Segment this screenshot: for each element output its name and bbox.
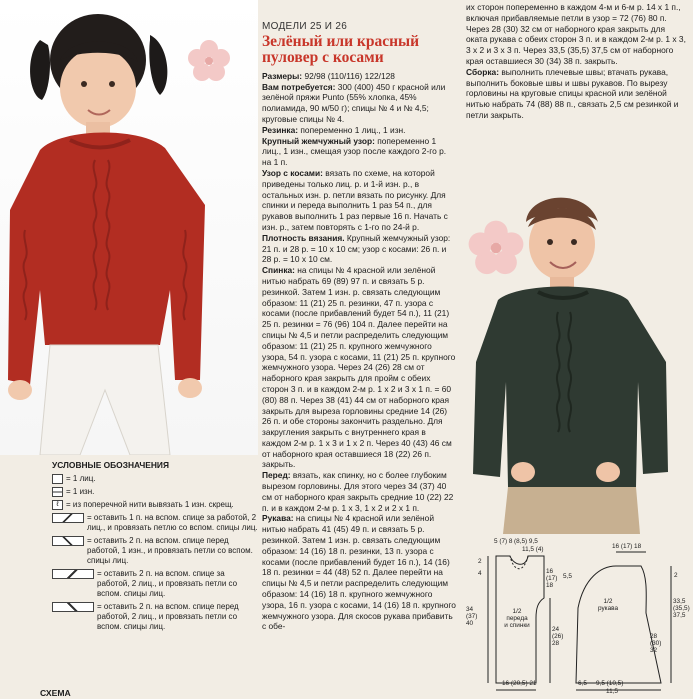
- dim-label: 16 (17) 18: [612, 543, 642, 550]
- cable-symbol-icon: [52, 602, 94, 612]
- right-column: [466, 2, 688, 121]
- cable-symbol-icon: [52, 569, 94, 579]
- legend-item: [52, 487, 258, 497]
- paragraph-text: попеременно 1 лиц., 1 изн., смещая узор после каждого 2-го р. на 1 п.: [262, 135, 447, 168]
- paragraph-heading: Вам потребуется:: [262, 81, 338, 92]
- sleeve-label: 1/2 рукава: [597, 598, 619, 612]
- paragraph-text: 300 (400) 450 г красной или зелёной пряжи Punto (55% хлопка, 45% полиамида, 90 м/50 г); спицы № 4 и № 4,5; круговые спицы № 4.: [262, 81, 446, 124]
- paragraph-text: попеременно 1 лиц., 1 изн.: [300, 124, 406, 135]
- paragraph-text: выполнить плечевые швы; втачать рукава, выполнить боковые швы и швы рукавов. По вырезу горловины на круговые спицы красной или зелёной нитью набрать 74 (88) 88 п., связать 2,5 см резинкой и петли закрыть.: [466, 66, 679, 120]
- dim-label: 2: [478, 558, 482, 565]
- purl-symbol-icon: [52, 487, 63, 497]
- paragraph: [262, 470, 457, 513]
- paragraph: [262, 125, 457, 136]
- paragraph-text: их сторон попеременно в каждом 4-м и 6-м р. 14 х 1 п., включая прибавляемые петли в узор = 72 (76) 80 п. Через 28 (30) 32 см от наборного края закрыть для оката рукава с обеих сторон 3 п. и в каждом 2-м р. 1 х 3, 3 х 2 и 3 х 3 п. Через 33,5 (35,5) 37,5 см от наборного края оставшиеся 30 (34) 38 п. закрыть.: [466, 2, 686, 66]
- page-title: [262, 34, 457, 66]
- paragraph: [262, 82, 457, 125]
- dim-label: 28 (30) 32: [650, 633, 662, 654]
- legend-text: = 1 лиц.: [66, 474, 96, 483]
- paragraph-heading: Плотность вязания.: [262, 232, 347, 243]
- dim-label: 4: [478, 570, 482, 577]
- paragraph-heading: Рукава:: [262, 513, 296, 524]
- paragraph-text: на спицы № 4 красной или зелёной нитью набрать 41 (45) 49 п. и связать 5 р. резинкой. Затем 1 изн. р. связать следующим образом: 14 (16) 18 п. резинки, 13 п. узора с косами (после прибавлений будет 16 п.), 14 (16) 18 п. резинки = 44 (48) 52 п. Далее перейти на спицы № 4,5 и петли распределить следующим образом: 14 (16) 18 п. крупного жемчужного узора, 16 п. узора с косами, 14 (16) 18 п. крупного жемчужного узора. Для скосов рукава прибавить с обе-: [262, 513, 456, 632]
- legend-item: [52, 474, 258, 484]
- schema-label: СХЕМА: [40, 688, 71, 698]
- dim-label: 16 (17) 18: [546, 568, 558, 589]
- paragraph: [262, 513, 457, 632]
- legend-item: [52, 536, 258, 566]
- front-back-label: 1/2 переда и спинки: [504, 608, 530, 629]
- boy-in-green-sweater-image: [468, 182, 693, 534]
- instructions-text-continued: [466, 2, 688, 121]
- paragraph-heading: Сборка:: [466, 66, 502, 77]
- paragraph-heading: Размеры:: [262, 70, 305, 81]
- cable-symbol-icon: [52, 513, 84, 523]
- legend-text: = оставить 2 п. на вспом. спице за работой, 2 лиц., и провязать петли со вспом. спицы лиц.: [97, 569, 238, 598]
- paragraph-heading: Крупный жемчужный узор:: [262, 135, 378, 146]
- schematic-drawing: [466, 538, 691, 698]
- paragraph: [262, 71, 457, 82]
- legend-item: [52, 513, 258, 533]
- paragraph-text: вязать по схеме, на которой приведены только лиц. р. и 1-й изн. р., в остальных изн. р. петли вязать по рисунку. Для спинки и переда выполнить 1 раз 54 п., для рукавов выполнить 1 раз первые 16 п. Начать с изн. р., затем повторять с 1-го по 24-й р.: [262, 167, 448, 232]
- paragraph-heading: Спинка:: [262, 265, 298, 276]
- legend-text: = из поперечной нити вывязать 1 изн. скрещ.: [66, 500, 234, 509]
- dim-label: 9,5 (10,5): [596, 680, 624, 687]
- dim-label: 24 (26) 28: [552, 626, 564, 647]
- legend-item: [52, 569, 258, 599]
- paragraph-heading: Резинка:: [262, 124, 301, 135]
- legend-text: = оставить 2 п. на вспом. спице перед работой, 1 изн., и провязать петли со вспом. спицы лиц.: [87, 536, 253, 565]
- dim-label: 11,5 (4): [522, 546, 544, 553]
- legend-text: = оставить 1 п. на вспом. спице за работой, 2 лиц., и провязать петлю со вспом. спицы лиц.: [87, 513, 258, 532]
- knit-symbol-icon: [52, 474, 63, 484]
- cable-symbol-icon: [52, 536, 84, 546]
- legend-title: УСЛОВНЫЕ ОБОЗНАЧЕНИЯ: [52, 460, 169, 470]
- title-line: Зелёный или красный: [262, 32, 420, 50]
- cross-purl-symbol-icon: ℓ: [52, 500, 63, 510]
- legend: [52, 460, 258, 635]
- paragraph-text: 92/98 (110/116) 122/128: [304, 70, 395, 81]
- left-column: [0, 0, 258, 699]
- dim-label: 2: [674, 572, 678, 579]
- dim-label: 16 (20,5) 21: [502, 680, 537, 687]
- paragraph: [262, 136, 457, 168]
- legend-item: [52, 500, 258, 510]
- paragraph: [466, 67, 688, 121]
- model-number: МОДЕЛИ 25 И 26: [262, 21, 348, 32]
- paragraph: [262, 168, 457, 233]
- dim-label: 33,5 (35,5) 37,5: [673, 598, 690, 619]
- title-line: пуловер с косами: [262, 48, 384, 66]
- legend-text: = 1 изн.: [66, 487, 95, 496]
- pattern-diagram: [466, 538, 691, 698]
- paragraph-heading: Перед:: [262, 470, 293, 481]
- legend-item: [52, 602, 258, 632]
- paragraph-text: на спицы № 4 красной или зелёной нитью набрать 69 (89) 97 п. и связать 5 р. резинкой. Затем 1 изн. р. связать следующим образом: 11 (21) 25 п. резинки, 47 п. узора с косами (после прибавлений будет 54 п.), 11 (21) 25 п. резинки = 76 (96) 104 п. Далее перейти на спицы № 4,5 и петли распределить следующим образом: 11 (21) 25 п. крупного жемчужного узора, 54 п. узора с косами, 11 (21) 25 п. крупного жемчужного узора. Через 24 (26) 28 см от наборного края закрыть для пройм с обеих сторон 3 п. и в каждом 2-м р. 1 х 2 и 3 х 1 п. = 60 (80) 88 п. Через 38 (41) 44 см от наборного края закрыть для выреза горловины средние 14 (26) 26 п. и обе стороны закончить раздельно. Для закругления закрыть с внутреннего края в каждом 2-м р. 1 х 3 и 1 х 2 п. Через 40 (43) 46 см от наборного края оставшиеся 18 (22) 26 п. закрыть.: [262, 265, 456, 470]
- instructions-text: [262, 71, 457, 632]
- dim-label: (8,5) 9,5: [514, 538, 538, 545]
- dim-label: 11,5: [606, 688, 618, 695]
- legend-text: = оставить 2 п. на вспом. спице перед работой, 2 лиц., и провязать петли со вспом. спицы лиц.: [97, 602, 239, 631]
- paragraph: [466, 2, 688, 67]
- paragraph-text: Крупный жемчужный узор: 21 п. и 28 р. = 10 х 10 см; узор с косами: 26 п. и 28 р. = 10 х 10 см.: [262, 232, 451, 265]
- dim-label: 6,5: [578, 680, 587, 687]
- dim-label: 34 (37) 40: [466, 606, 478, 627]
- paragraph: [262, 265, 457, 470]
- dim-label: 5 (7) 8: [494, 538, 513, 545]
- paragraph-heading: Узор с косами:: [262, 167, 326, 178]
- paragraph-text: вязать, как спинку, но с более глубоким вырезом горловины. Для этого через 34 (37) 40 см от наборного края закрыть средние 10 (22) 22 п. и в каждом 2-м р. 1 х 3, 1 х 2 и 2 х 1 п.: [262, 470, 454, 513]
- middle-column: [262, 22, 457, 632]
- dim-label: 5,5: [563, 573, 572, 580]
- flower-icon: [186, 38, 232, 84]
- paragraph: [262, 233, 457, 265]
